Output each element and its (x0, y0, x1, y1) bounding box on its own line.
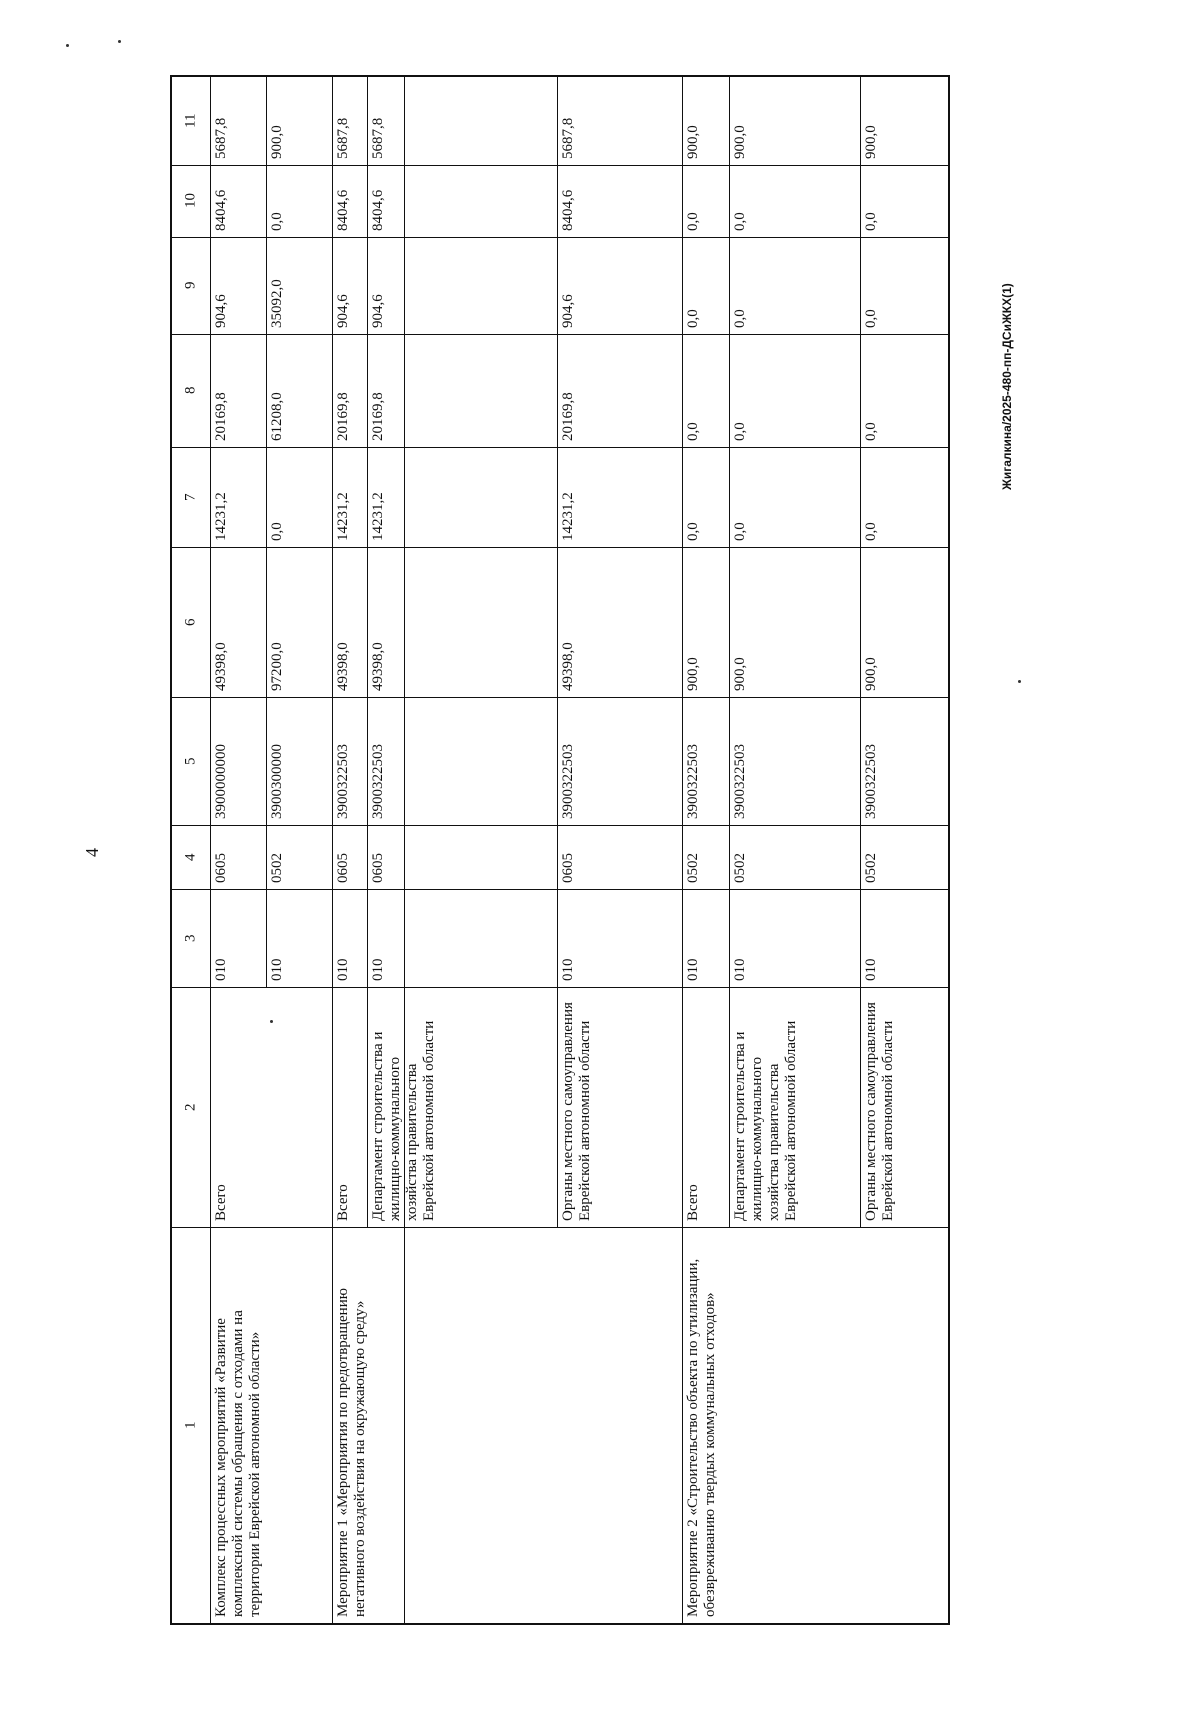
table-cell: 5687,8 (370, 117, 386, 159)
table-cell: 010 (685, 958, 701, 981)
column-header: 9 (182, 281, 199, 290)
column-header: 3 (182, 934, 199, 942)
table-cell: 3900322503 (335, 744, 351, 819)
table-cell: 900,0 (732, 657, 748, 691)
table-cell: 20169,8 (560, 392, 576, 441)
table-cell: 010 (213, 958, 229, 981)
table-cell: 3900300000 (269, 744, 285, 819)
table-cell: 0,0 (269, 522, 285, 541)
table-cell: 900,0 (732, 125, 748, 159)
table-cell: 5687,8 (560, 117, 576, 159)
table-cell: 8404,6 (213, 189, 229, 231)
table-cell: 0605 (370, 853, 386, 883)
table-cell: 49398,0 (213, 642, 229, 691)
table-cell: 0,0 (863, 422, 879, 441)
table-cell: 61208,0 (269, 392, 285, 441)
table-cell: 900,0 (863, 125, 879, 159)
block-name: Мероприятие 1 «Мероприятия по предотвращению негативного воздействия на окружающую среду» (335, 1288, 368, 1617)
table-cell: 010 (560, 958, 576, 981)
table-cell: 8404,6 (335, 189, 351, 231)
table-cell: Органы местного самоуправления Еврейской автономной области (863, 1002, 896, 1221)
table-cell: 49398,0 (560, 642, 576, 691)
table-cell: 900,0 (863, 657, 879, 691)
column-header: 4 (182, 853, 199, 861)
table-cell: 3900322503 (370, 744, 386, 819)
table-cell: 0,0 (732, 522, 748, 541)
scan-speck (66, 44, 69, 47)
document-code: Жигалкина/2025-480-пп-ДСиЖКХ(1) (1000, 283, 1014, 491)
table-cell: 14231,2 (335, 492, 351, 541)
column-header: 1 (182, 1421, 199, 1429)
table-cell: 3900000000 (213, 744, 229, 819)
table-cell: 0,0 (685, 212, 701, 231)
block-name: Комплекс процессных мероприятий «Развитие комплексной системы обращения с отходами на территории Еврейской автономной области» (213, 1310, 263, 1617)
table-cell: 0605 (560, 853, 576, 883)
column-header: 11 (182, 113, 199, 129)
table-cell: 010 (863, 958, 879, 981)
table-cell: Департамент строительства и жилищно-коммунального хозяйства правительства Еврейской автономной области (370, 1020, 437, 1221)
table-cell: 0,0 (685, 422, 701, 441)
budget-table (170, 75, 950, 1625)
table-cell: 010 (370, 958, 386, 981)
table-cell: 0,0 (732, 212, 748, 231)
table-cell: 0502 (269, 853, 285, 883)
column-header: 5 (182, 757, 199, 765)
table-cell: 0,0 (685, 309, 701, 328)
table-cell: Органы местного самоуправления Еврейской автономной области (560, 1002, 593, 1221)
table-cell: 35092,0 (269, 279, 285, 328)
column-header: 6 (182, 618, 199, 626)
table-cell: Всего (685, 1184, 701, 1221)
table-cell: 010 (732, 958, 748, 981)
table-cell: 0,0 (863, 522, 879, 541)
column-header: 2 (182, 1103, 199, 1111)
table-cell: 3900322503 (685, 744, 701, 819)
table-cell: 0,0 (732, 422, 748, 441)
table-cell: 3900322503 (732, 744, 748, 819)
table-cell: 0502 (863, 853, 879, 883)
table-cell: 0,0 (732, 309, 748, 328)
table-cell: 0502 (732, 853, 748, 883)
table-cell: 8404,6 (560, 189, 576, 231)
table-cell: 49398,0 (335, 642, 351, 691)
table-cell: Всего (335, 1184, 351, 1221)
table-cell: 010 (269, 958, 285, 981)
table-cell: 904,6 (213, 294, 229, 328)
table-cell: 0,0 (269, 212, 285, 231)
column-header: 8 (182, 386, 199, 395)
table-cell: 20169,8 (213, 392, 229, 441)
table-cell: 49398,0 (370, 642, 386, 691)
table-cell: 20169,8 (335, 392, 351, 441)
table-cell: 900,0 (269, 125, 285, 159)
table-cell: 010 (335, 958, 351, 981)
table-cell: 0502 (685, 853, 701, 883)
table-cell: 900,0 (685, 125, 701, 159)
table-cell: 5687,8 (335, 117, 351, 159)
table-cell: 0,0 (863, 309, 879, 328)
table-cell: 97200,0 (269, 642, 285, 691)
table-cell: 3900322503 (863, 744, 879, 819)
table-cell: 8404,6 (370, 189, 386, 231)
table-cell: 0605 (213, 853, 229, 883)
table-cell: 900,0 (685, 657, 701, 691)
page-number: 4 (82, 848, 102, 857)
table-cell: 3900322503 (560, 744, 576, 819)
table-cell: 0605 (335, 853, 351, 883)
scan-speck (118, 40, 121, 43)
table-cell: 20169,8 (370, 392, 386, 441)
table-cell: Департамент строительства и жилищно-коммунального хозяйства правительства Еврейской автономной области (732, 1020, 799, 1221)
table-cell: 0,0 (863, 212, 879, 231)
table-cell: 904,6 (560, 294, 576, 328)
scan-speck (1018, 680, 1021, 683)
column-header: 7 (182, 493, 199, 501)
table-cell: 14231,2 (560, 492, 576, 541)
table-cell: 904,6 (335, 294, 351, 328)
block-name: Мероприятие 2 «Строительство объекта по утилизации, обезвреживанию твердых коммунальных отходов» (685, 1258, 718, 1617)
table-cell: 5687,8 (213, 117, 229, 159)
table-cell: Всего (213, 1184, 229, 1221)
table-cell: 14231,2 (370, 492, 386, 541)
table-cell: 904,6 (370, 294, 386, 328)
table-cell: 0,0 (685, 522, 701, 541)
table-cell: 14231,2 (213, 492, 229, 541)
column-header: 10 (182, 193, 199, 209)
